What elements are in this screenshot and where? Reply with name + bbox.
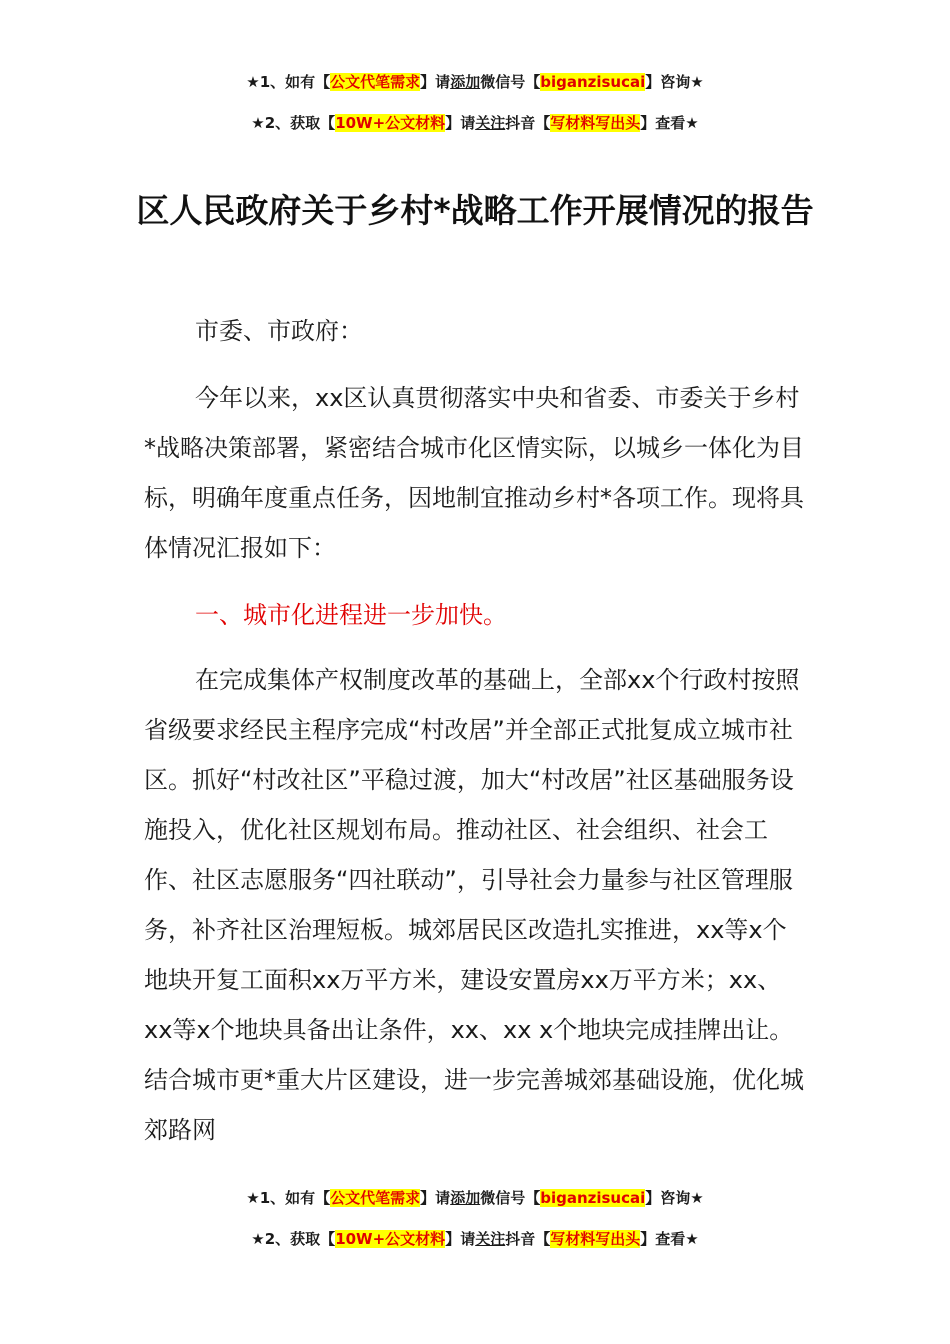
section-heading: 一、城市化进程进一步加快。 — [195, 601, 507, 629]
ad-highlight: 写材料写出头 — [550, 114, 641, 132]
ad-highlight: biganzisucai — [540, 1189, 646, 1207]
salutation: 市委、市政府： — [195, 317, 363, 345]
ad-banner-line-1 — [0, 71, 950, 93]
ad-text: 微信号【 — [480, 1189, 541, 1207]
ad-underlined: 关注 — [475, 114, 506, 132]
ad-highlight: 公文代笔需求 — [330, 73, 421, 91]
ad-underlined: 添加 — [450, 73, 481, 91]
ad-text: 抖音【 — [505, 114, 551, 132]
ad-text: 微信号【 — [480, 73, 541, 91]
ad-text: 】咨询★ — [645, 1189, 704, 1207]
ad-text: 】查看★ — [640, 114, 699, 132]
ad-text: ★1、如有【 — [246, 73, 331, 91]
ad-banner-line-2 — [0, 112, 950, 134]
ad-text: 】请 — [445, 114, 476, 132]
section-paragraph: 在完成集体产权制度改革的基础上，全部xx个行政村按照省级要求经民主程序完成“村改居”并全部正式批复成立城市社区。抓好“村改社区”平稳过渡，加大“村改居”社区基础服务设施投入，优化社区规划布局。推动社区、社会组织、社会工作、社区志愿服务“四社联动”，引导社会力量参与社区管理服务，补齐社区治理短板。城郊居民区改造扎实推进，xx等x个地块开复工面积xx万平方米，建设安置房xx万平方米；xx、xx等x个地块具备出让条件，xx、xx x个地块完成挂牌出让。结合城市更*重大片区建设，进一步完善城郊基础设施，优化城郊路网 — [144, 666, 804, 1144]
ad-highlight: 10W+公文材料 — [335, 1230, 446, 1248]
ad-text: ★1、如有【 — [246, 1189, 331, 1207]
ad-text: 】请 — [420, 1189, 451, 1207]
ad-text: 】咨询★ — [645, 73, 704, 91]
ad-footer-line-1 — [0, 1187, 950, 1209]
document-title: 区人民政府关于乡村*战略工作开展情况的报告 — [136, 191, 814, 230]
ad-highlight: biganzisucai — [540, 73, 646, 91]
ad-underlined: 关注 — [475, 1230, 506, 1248]
ad-text: ★2、获取【 — [251, 114, 336, 132]
ad-highlight: 10W+公文材料 — [335, 114, 446, 132]
ad-text: ★2、获取【 — [251, 1230, 336, 1248]
ad-highlight: 写材料写出头 — [550, 1230, 641, 1248]
intro-paragraph: 今年以来，xx区认真贯彻落实中央和省委、市委关于乡村*战略决策部署，紧密结合城市化区情实际，以城乡一体化为目标，明确年度重点任务，因地制宜推动乡村*各项工作。现将具体情况汇报如下： — [144, 384, 804, 562]
ad-text: 】请 — [420, 73, 451, 91]
ad-highlight: 公文代笔需求 — [330, 1189, 421, 1207]
ad-text: 抖音【 — [505, 1230, 551, 1248]
ad-text: 】查看★ — [640, 1230, 699, 1248]
ad-underlined: 添加 — [450, 1189, 481, 1207]
ad-text: 】请 — [445, 1230, 476, 1248]
ad-footer-line-2 — [0, 1228, 950, 1250]
